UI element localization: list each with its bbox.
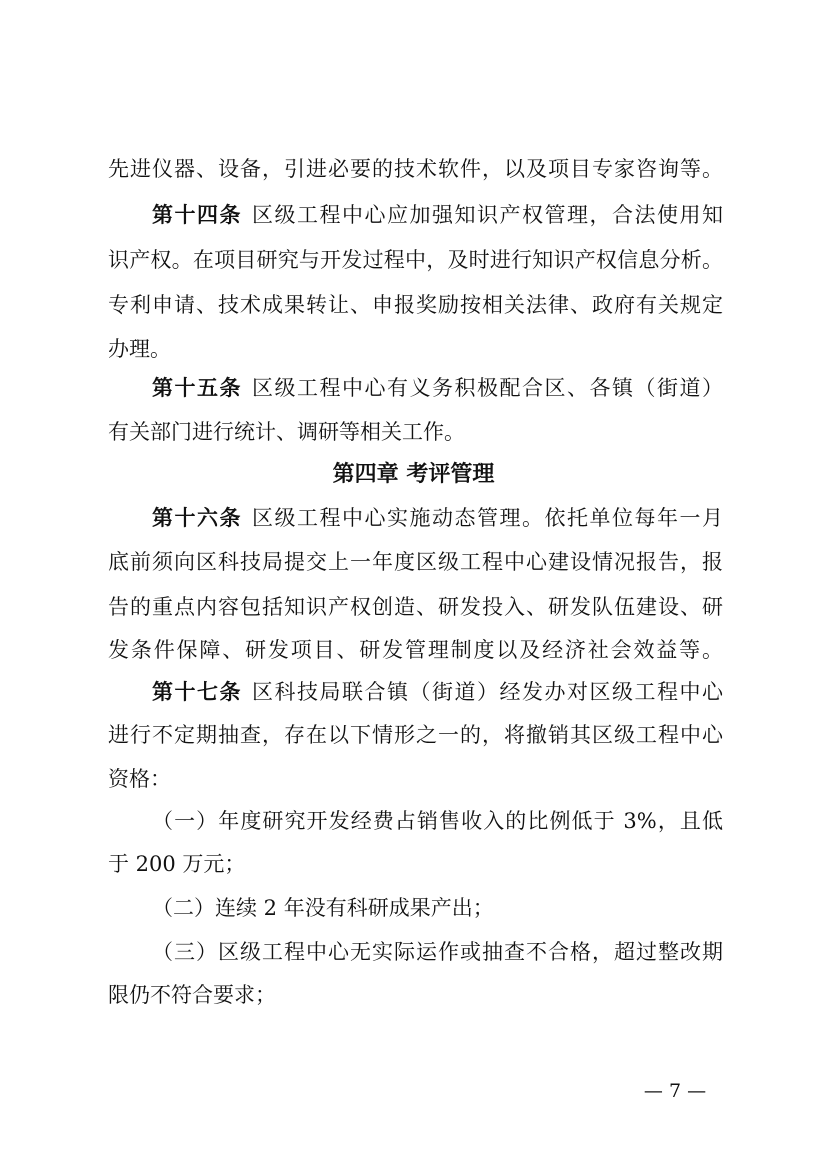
- paragraph-line: 进行不定期抽查，存在以下情形之一的，将撤销其区级工程中心: [108, 723, 723, 747]
- list-item: （一）年度研究开发经费占销售收入的比例低于 3%，且低: [152, 809, 723, 833]
- list-item: （三）区级工程中心无实际运作或抽查不合格，超过整改期: [152, 940, 723, 964]
- article-15-text: 区级工程中心有义务积极配合区、各镇（街道）: [252, 376, 723, 400]
- paragraph-line: 底前须向区科技局提交上一年度区级工程中心建设情况报告，报: [108, 550, 723, 574]
- list-item: （二）连续 2 年没有科研成果产出；: [152, 896, 494, 920]
- chapter-heading: 第四章 考评管理: [332, 462, 495, 487]
- list-item-continuation: 于 200 万元；: [108, 852, 246, 876]
- paragraph-line: 有关部门进行统计、调研等相关工作。: [108, 420, 465, 444]
- paragraph-line: 识产权。在项目研究与开发过程中，及时进行知识产权信息分析。: [108, 248, 723, 272]
- paragraph-line: 资格：: [108, 767, 171, 791]
- article-17-label: 第十七条: [152, 680, 242, 704]
- list-item-continuation: 限仍不符合要求；: [108, 983, 276, 1007]
- paragraph-line: 先进仪器、设备，引进必要的技术软件，以及项目专家咨询等。: [108, 157, 723, 181]
- article-17-line-1: [152, 677, 723, 707]
- article-15-line-1: [152, 373, 723, 403]
- paragraph-line: 办理。: [108, 337, 171, 361]
- paragraph-line: 告的重点内容包括知识产权创造、研发投入、研发队伍建设、研: [108, 595, 723, 619]
- article-14-label: 第十四条: [152, 203, 242, 227]
- article-17-text: 区科技局联合镇（街道）经发办对区级工程中心: [252, 680, 723, 704]
- article-14-text: 区级工程中心应加强知识产权管理，合法使用知: [252, 203, 723, 227]
- paragraph-line: 发条件保障、研发项目、研发管理制度以及经济社会效益等。: [108, 638, 723, 662]
- article-15-label: 第十五条: [152, 376, 242, 400]
- article-16-label: 第十六条: [152, 506, 242, 530]
- article-16-line-1: [152, 503, 723, 533]
- page-number: — 7 —: [643, 1080, 707, 1102]
- article-14-line-1: [152, 200, 723, 230]
- article-16-text: 区级工程中心实施动态管理。依托单位每年一月: [252, 506, 723, 530]
- paragraph-line: 专利申请、技术成果转让、申报奖励按相关法律、政府有关规定: [108, 293, 723, 317]
